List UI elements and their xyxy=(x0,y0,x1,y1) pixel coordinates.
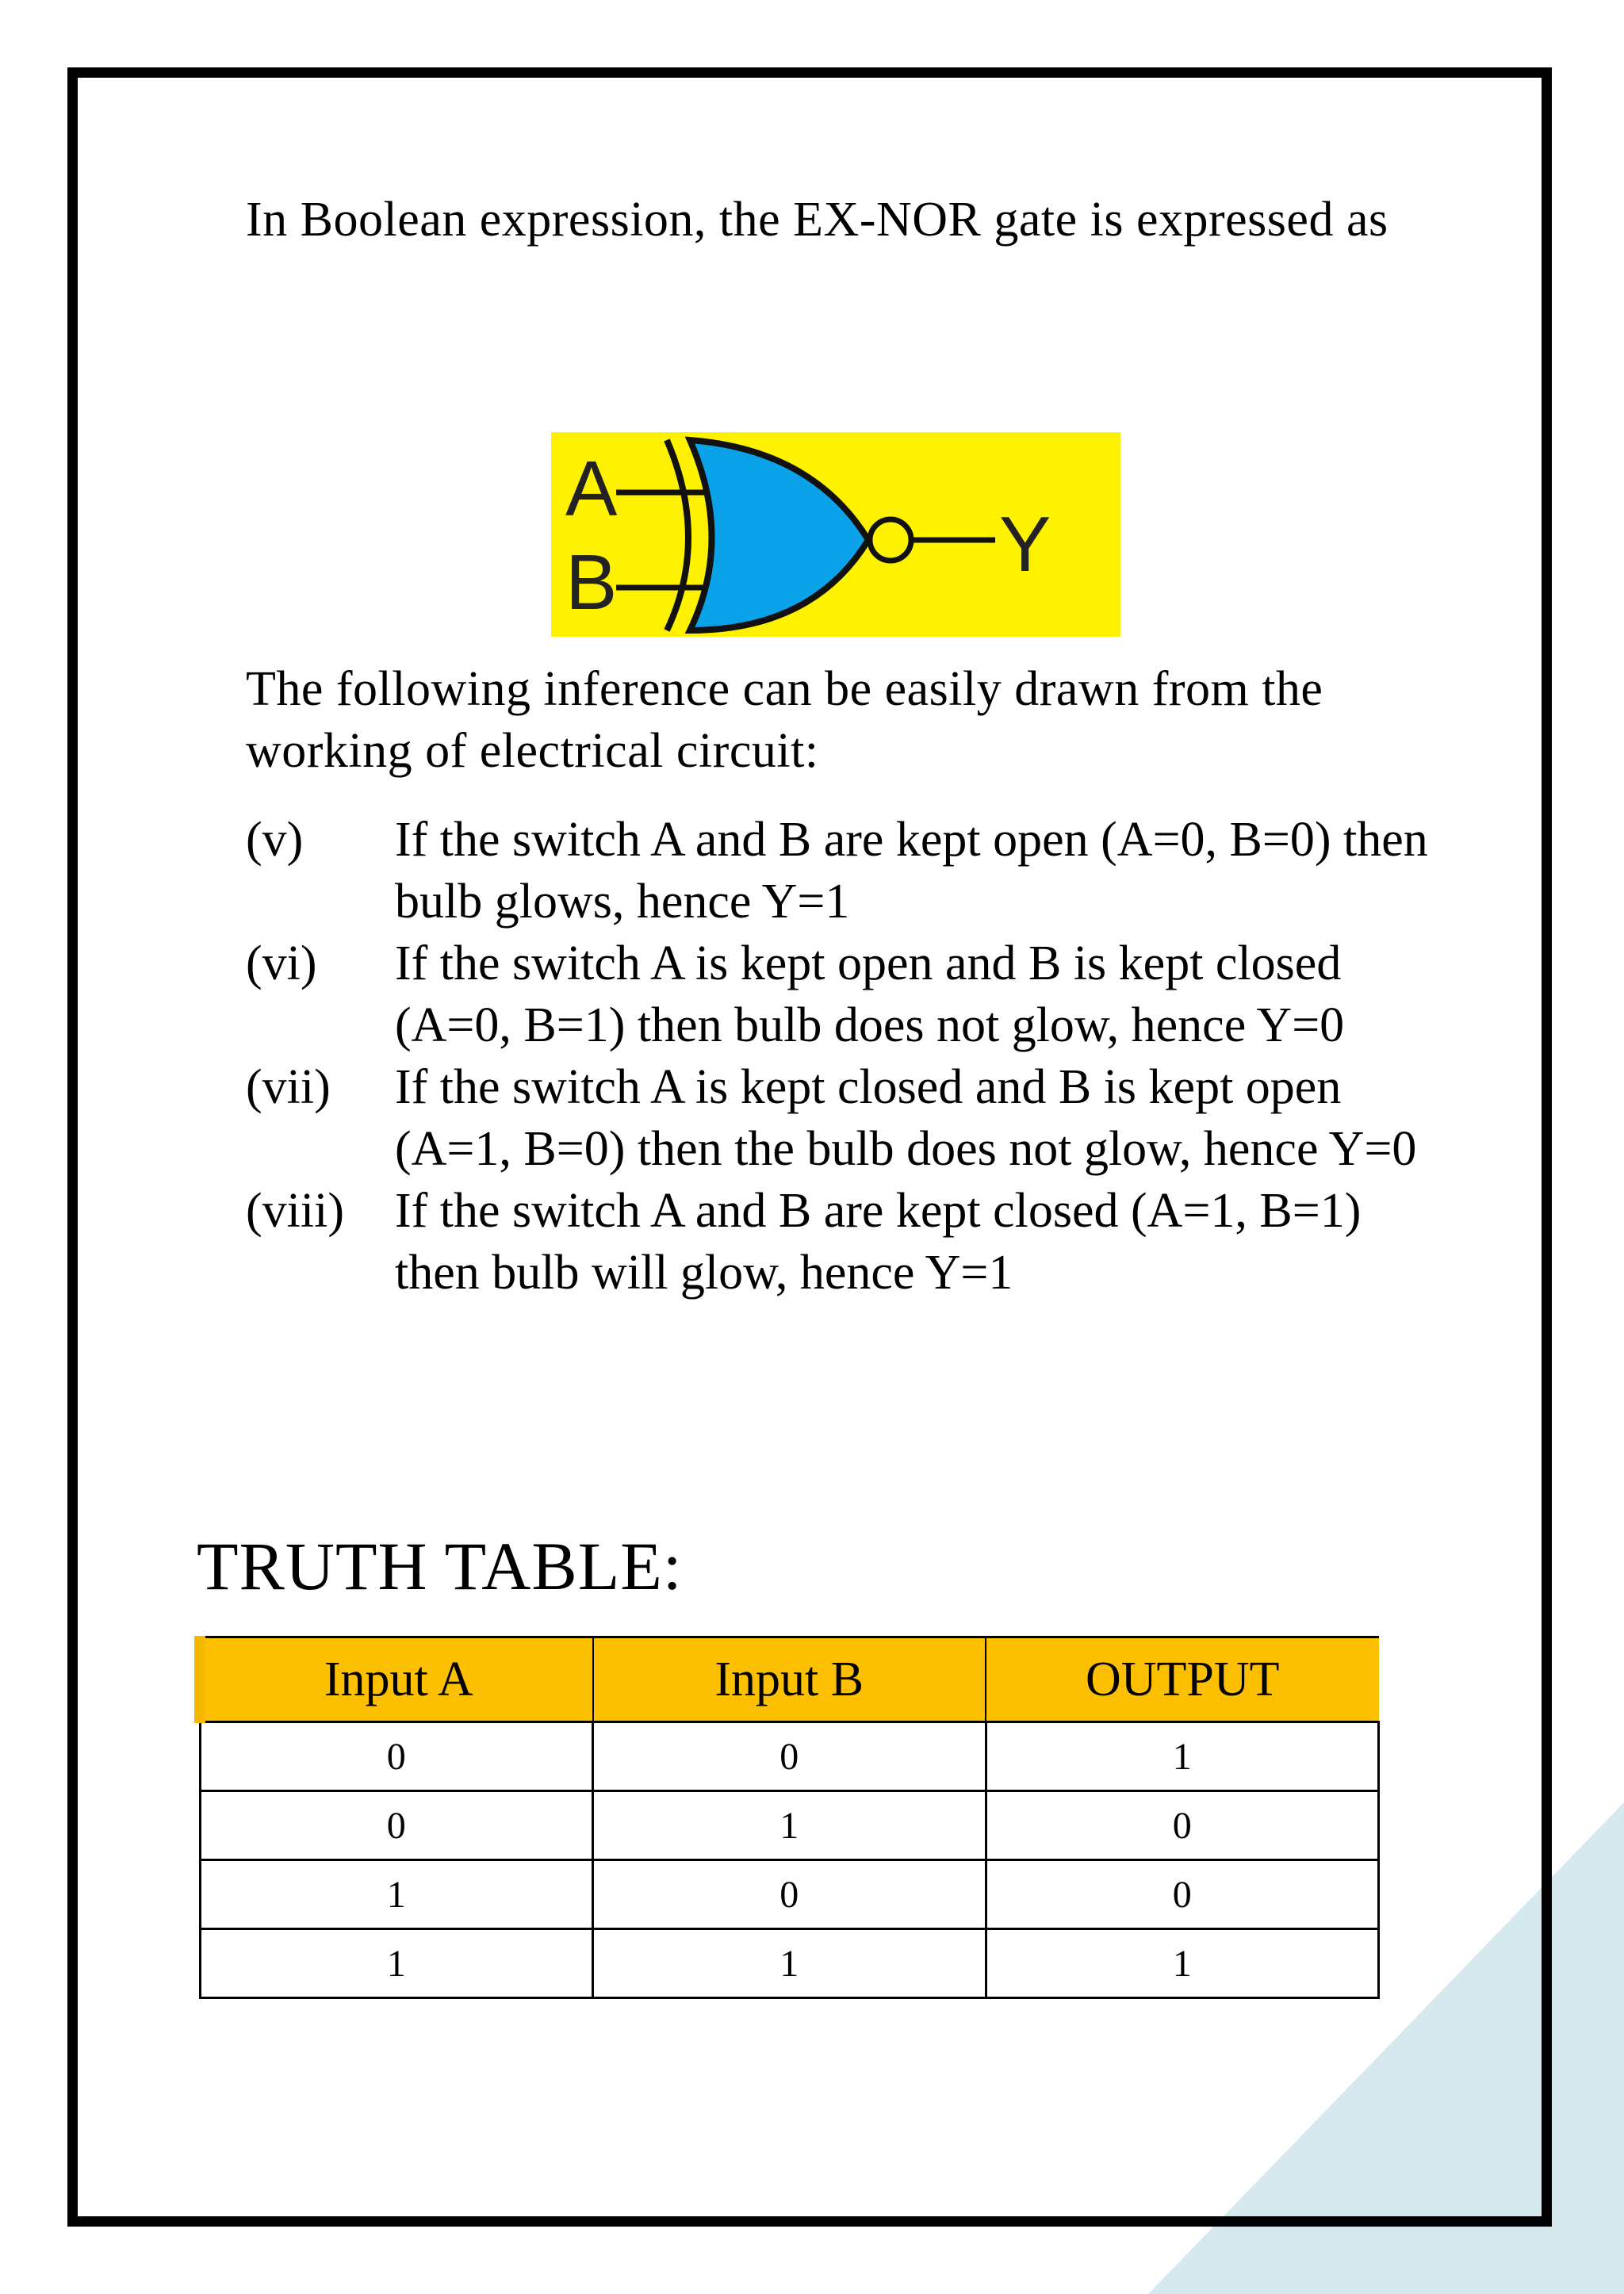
table-cell: 0 xyxy=(986,1860,1379,1929)
case-list xyxy=(246,809,1451,1304)
case-number: (viii) xyxy=(246,1184,344,1238)
list-item xyxy=(246,933,1451,1056)
list-item xyxy=(246,1056,1451,1180)
table-cell: 1 xyxy=(200,1929,593,1998)
ex-nor-gate-diagram xyxy=(551,432,1120,637)
case-text: If the switch A and B are kept open (A=0, B=0) then bulb glows, hence Y=1 xyxy=(395,813,1428,929)
table-cell: 1 xyxy=(593,1929,986,1998)
case-number: (vii) xyxy=(246,1060,331,1114)
table-cell: 1 xyxy=(200,1860,593,1929)
case-number: (vi) xyxy=(246,936,317,990)
table-row xyxy=(200,1860,1379,1929)
table-row xyxy=(200,1791,1379,1860)
table-row xyxy=(200,1929,1379,1998)
column-header-output: OUTPUT xyxy=(986,1637,1379,1722)
table-cell: 1 xyxy=(593,1791,986,1860)
gate-input-b-label: B xyxy=(565,538,618,626)
table-cell: 0 xyxy=(593,1860,986,1929)
table-cell: 0 xyxy=(200,1722,593,1791)
case-text: If the switch A and B are kept closed (A=1, B=1) then bulb will glow, hence Y=1 xyxy=(395,1184,1362,1300)
truth-table xyxy=(194,1636,1380,1999)
case-text: If the switch A is kept closed and B is kept open (A=1, B=0) then the bulb does not glow, hence Y=0 xyxy=(395,1060,1417,1176)
table-header-row xyxy=(200,1637,1379,1722)
table-cell: 1 xyxy=(986,1929,1379,1998)
table-cell: 0 xyxy=(200,1791,593,1860)
list-item xyxy=(246,1180,1451,1304)
case-text: If the switch A is kept open and B is kept closed (A=0, B=1) then bulb does not glow, hence Y=0 xyxy=(395,936,1345,1052)
intro-paragraph: In Boolean expression, the EX-NOR gate is expressed as xyxy=(246,193,1388,247)
list-item xyxy=(246,809,1451,933)
inference-paragraph: The following inference can be easily drawn from the working of electrical circuit: xyxy=(246,662,1323,778)
table-cell: 0 xyxy=(593,1722,986,1791)
gate-output-label: Y xyxy=(999,500,1051,588)
table-row xyxy=(200,1722,1379,1791)
column-header-input-a: Input A xyxy=(200,1637,593,1722)
gate-input-a-label: A xyxy=(565,445,618,532)
column-header-input-b: Input B xyxy=(593,1637,986,1722)
table-cell: 1 xyxy=(986,1722,1379,1791)
case-number: (v) xyxy=(246,813,304,867)
truth-table-title: TRUTH TABLE: xyxy=(197,1528,683,1604)
table-cell: 0 xyxy=(986,1791,1379,1860)
